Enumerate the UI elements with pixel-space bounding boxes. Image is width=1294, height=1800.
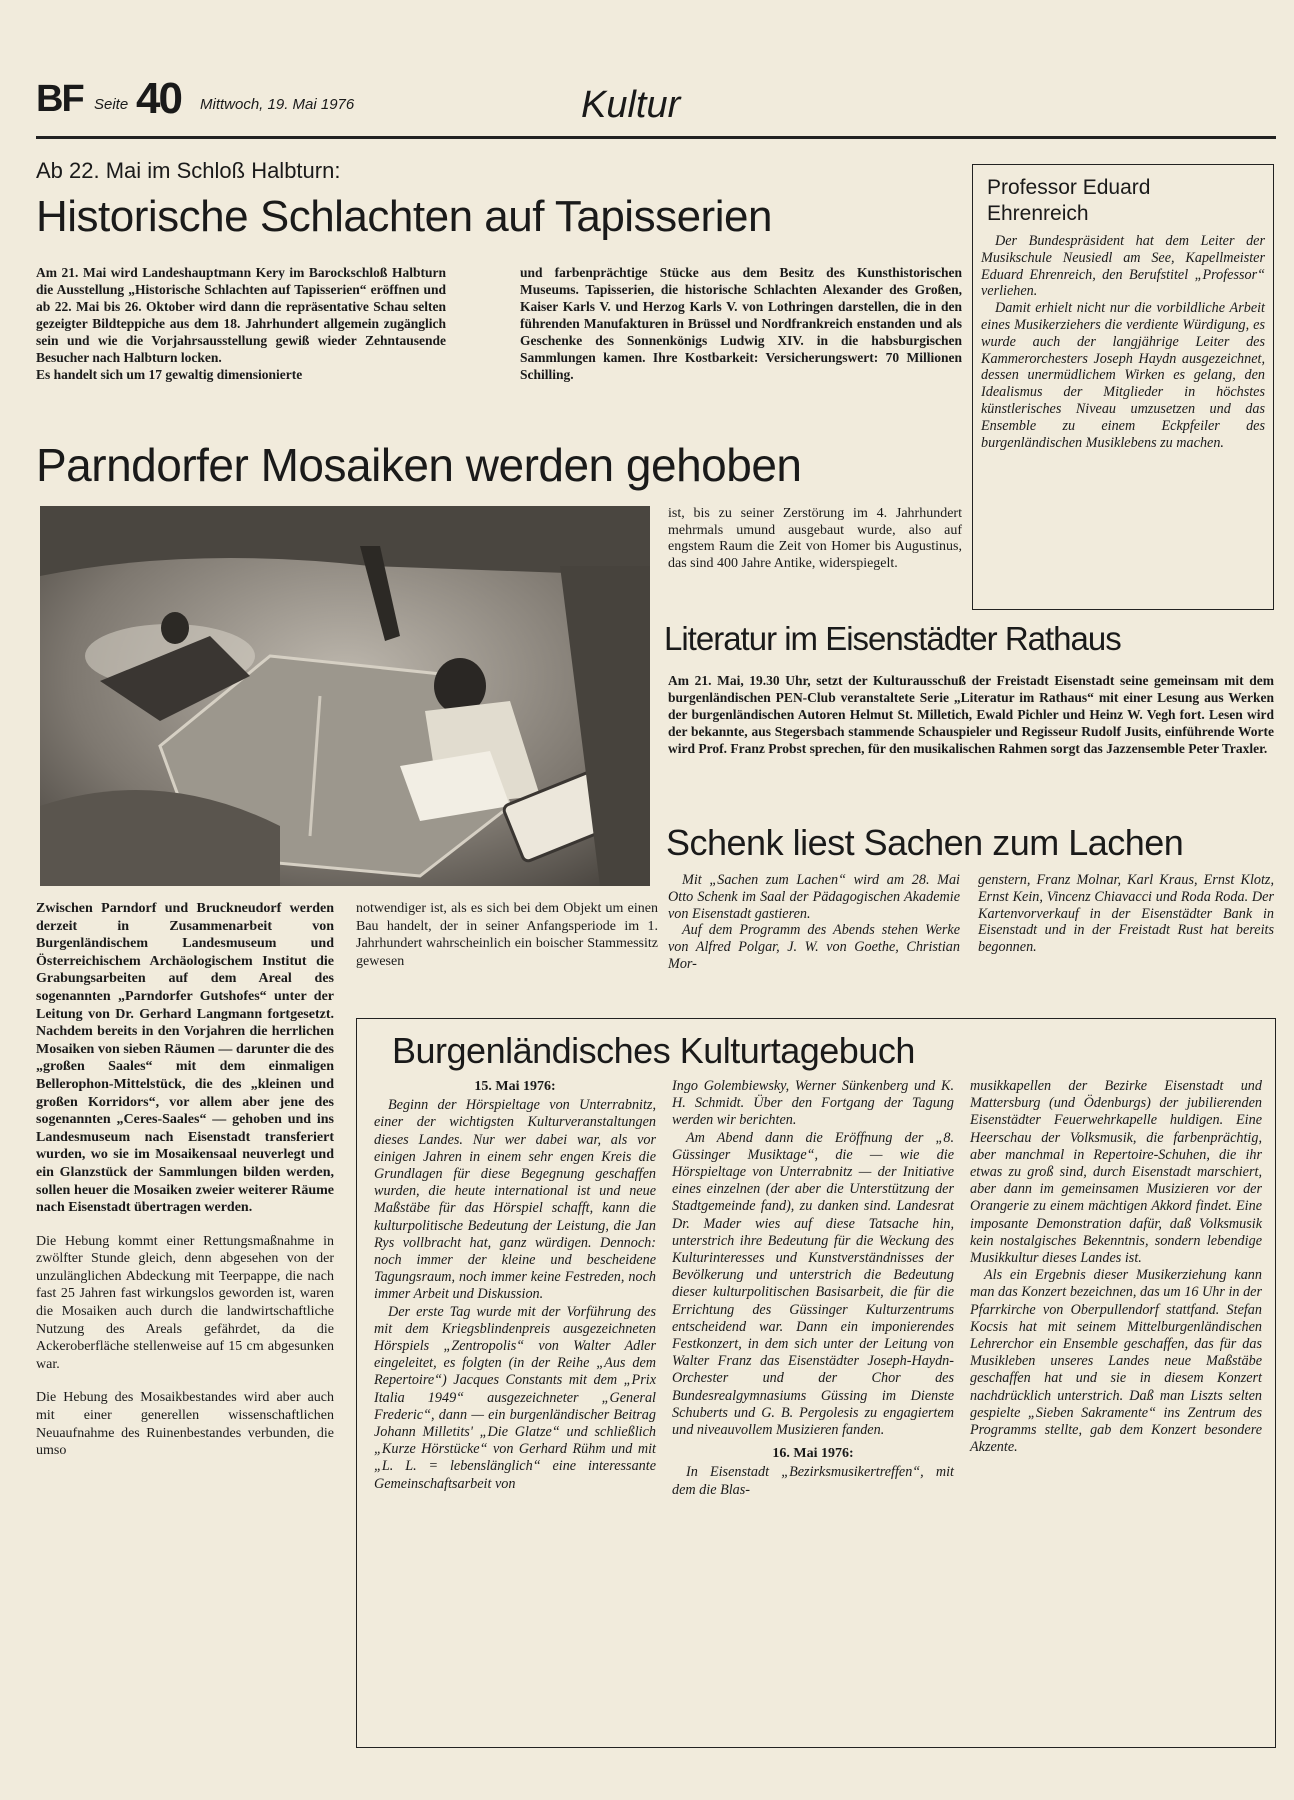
kulturtagebuch-headline: Burgenländisches Kulturtagebuch [392, 1030, 915, 1071]
professor-box [972, 164, 1274, 610]
mosaic-text-3: Die Hebung des Mosaikbestandes wird aber auch mit einer generellen wissenschaftlichen Neuaufnahme des Ruinenbestandes verbunden, die umso [36, 1390, 334, 1459]
issue-date: Mittwoch, 19. Mai 1976 [200, 96, 355, 113]
diary-text-2: Der erste Tag wurde mit der Vorführung des mit dem Kriegsblindenpreis ausgezeichneten Hörspiels „Zentropolis“ von Walter Adler eingeleitet, es folgten (in der Reihe „Aus dem Repertoire“) Jacques Constants mit dem „Prix Italia 1949“ ausgezeichneter „General Frederic“, dann — ein burgenländischer Beitrag Johann Milletits' „Die Glatze“ und schließlich „Kurze Hörstücke“ von Gerhard Rühm und mit „L. L. = lebenslänglich“ eine interessante Gemeinschaftsarbeit von [374, 1303, 656, 1492]
schenk-text-3: genstern, Franz Molnar, Karl Kraus, Ernst Klotz, Ernst Kein, Vincenz Chiavacci und Roda Roda. Der Kartenvorverkauf in der Eisenstädter Bank in Eisenstadt und in der Freistadt Rust hat bereits begonnen. [978, 872, 1274, 956]
diary-column-1 [374, 1078, 656, 1493]
mosaic-text-2: Die Hebung kommt einer Rettungsmaßnahme in zwölfter Stunde gleich, denn abgesehen von der unzulänglichen Abdeckung mit Teerpappe, die nach fast 25 Jahren fast wirkungslos geworden ist, waren die Mosaiken auch durch die landwirtschaftliche Nutzung des Areals gefährdet, da die Ackeroberfläche stellenweise auf 15 cm abgesunken war. [36, 1233, 334, 1372]
literatur-headline: Literatur im Eisenstädter Rathaus [664, 620, 1121, 657]
diary-date-2: 16. Mai 1976: [772, 1446, 854, 1462]
mosaic-text-1: Zwischen Parndorf und Bruckneudorf werden derzeit in Zusammenarbeit von Burgenländischem Landesmuseum und Österreichischem Archäologischem Institut die Grabungsarbeiten auf dem Areal des sogenannten „Parndorfer Gutshofes“ unter der Leitung von Dr. Gerhard Langmann fortgesetzt. Nachdem bereits in den Vorjahren die herrlichen Mosaiken von sieben Räumen — darunter die des „großen Saales“ mit dem einmaligen Bellerophon-Mittelstück, die des „kleinen und großen Korridors“, vor allem aber jene des sogenannten „Ceres-Saales“ — gehoben und ins Landesmuseum nach Eisenstadt transferiert wurden, wo sie im Mosaikensaal neuverlegt und ein Glanzstück der Sammlungen bilden werden, sollen heuer die Mosaiken zweier weiterer Räume nach Eisenstadt übertragen werden. [36, 901, 334, 1216]
schenk-column-2 [978, 872, 1274, 956]
professor-text-1: Der Bundespräsident hat dem Leiter der Musikschule Neusiedl am See, Kapellmeister Eduard Ehrenreich, den Berufstitel „Professor“ verliehen. [981, 233, 1265, 300]
schenk-column-1 [668, 872, 960, 973]
tapestry-text-1: Am 21. Mai wird Landeshauptmann Kery im Barockschloß Halbturn die Ausstellung „Historische Schlachten auf Tapisserien“ eröffnen und ab 22. Mai bis 26. Oktober wird dann die repräsentative Schau selten gezeigter Bildteppiche aus dem 18. Jahrhundert allgemein zugänglich sein und wie die Vorjahrsausstellung gewiß wieder Zehntausende Besucher nach Halbturn locken. [36, 265, 446, 365]
logo: BF [36, 78, 83, 120]
diary-text-4: Am Abend dann die Eröffnung der „8. Güssinger Musiktage“, die — wie die Hörspieltage von Unterrabnitz — der Initiative eines einzelnen (der aber die Unterstützung der Stadtgemeinde fand), zu danken sind. Landesrat Dr. Mader wies auf diese Tatsache hin, unterstrich ihre Bedeutung für die Weckung des Kulturinteresses und Kunstverständnisses der Bevölkerung und unterstrich die Bedeutung dieser kulturpolitischen Basisarbeit, die für die Errichtung des Güssinger Kulturzentrums entscheidend war. Dann ein imponierendes Festkonzert, in dem sich unter der Leitung von Walter Franz das Eisenstädter Joseph-Haydn-Orchester und der Chor des Bundesrealgymnasiums Güssing im Dienste Schuberts und G. B. Pergolesis zu engagiertem und niveauvollem Musizieren fanden. [672, 1129, 954, 1439]
tapestry-text-3: und farbenprächtige Stücke aus dem Besitz des Kunsthistorischen Museums. Tapisserien, die historische Schlachten Alexander des Großen, Kaiser Karls V. und Herzog Karls V. von Lothringen darstellen, die in den führenden Manufakturen in Brüssel und Nordfrankreich enstanden und als Geschenke des Sonnenkönigs Ludwig XIV. in die habsburgischen Sammlungen kamen. Ihre Kostbarkeit: Versicherungswert: 70 Millionen Schilling. [520, 265, 962, 382]
masthead-rule [36, 136, 1276, 139]
tapestry-kicker: Ab 22. Mai im Schloß Halbturn: [36, 158, 341, 183]
literatur-text: Am 21. Mai, 19.30 Uhr, setzt der Kulturausschuß der Freistadt Eisenstadt seine gemeinsam mit dem burgenländischen PEN-Club veranstaltete Serie „Literatur im Rathaus“ mit einer Lesung aus Werken der burgenländischen Autoren Helmut St. Milletich, Ewald Pichler und Heinz W. Vegh fort. Lesen wird der bekannte, aus Stegersbach stammende Schauspieler und Regisseur Rudolf Jusits, einführende Worte wird Prof. Franz Probst sprechen, für den musikalischen Rahmen sorgt das Jazzensemble Peter Traxler. [668, 673, 1274, 756]
diary-text-5: In Eisenstadt „Bezirksmusikertreffen“, mit dem die Blas- [672, 1464, 954, 1498]
tapestry-column-1 [36, 264, 446, 383]
mosaic-column-2 [356, 900, 658, 970]
schenk-text-2: Auf dem Programm des Abends stehen Werke von Alfred Polgar, J. W. von Goethe, Christian Mor- [668, 922, 960, 972]
mosaic-column-1 [36, 900, 334, 1460]
mosaic-right-of-photo [668, 506, 962, 572]
diary-text-3: Ingo Golembiewsky, Werner Sünkenberg und K. H. Schmidt. Über den Fortgang der Tagung werden wir berichten. [672, 1078, 954, 1129]
tapestry-text-2: Es handelt sich um 17 gewaltig dimensionierte [36, 367, 303, 382]
mosaic-text-right: ist, bis zu seiner Zerstörung im 4. Jahrhundert mehrmals umund ausgebaut wurde, also auf engstem Raum die Zeit von Homer bis Augustinus, das sind 400 Jahre Antike, widerspiegelt. [668, 506, 962, 571]
mosaic-headline: Parndorfer Mosaiken werden gehoben [36, 439, 802, 491]
excavation-photo [40, 506, 650, 886]
tapestry-headline: Historische Schlachten auf Tapisserien [36, 192, 772, 241]
excavation-photo-graphic [40, 506, 650, 886]
section-title: Kultur [581, 84, 681, 126]
mosaic-text-4: notwendiger ist, als es sich bei dem Objekt um einen Bau handelt, der in seiner Anfangsperiode im 1. Jahrhundert wahrscheinlich ein boischer Stammessitz gewesen [356, 901, 658, 969]
page-number: 40 [136, 74, 181, 123]
schenk-headline: Schenk liest Sachen zum Lachen [666, 822, 1184, 863]
masthead [36, 74, 1276, 134]
diary-column-2 [672, 1078, 954, 1499]
diary-date-1: 15. Mai 1976: [474, 1079, 556, 1094]
professor-headline: Professor Eduard Ehrenreich [987, 176, 1151, 225]
diary-text-7: Als ein Ergebnis dieser Musikerziehung kann man das Konzert bezeichnen, das um 16 Uhr in der Pfarrkirche von Oberpullendorf stattfand. Stefan Kocsis hat mit seinem Mittelburgenländischen Lehrerchor ein Ensemble geschaffen, das für das Musikleben unseres Landes neue Maßstäbe geschaffen hat und sie in diesem Konzert nachdrücklich unterstrich. Daß man Liszts selten gespielte „Sieben Sakramente“ ins Zentrum des Programms stellte, gab dem Konzert besondere Akzente. [970, 1267, 1262, 1456]
diary-text-6: musikkapellen der Bezirke Eisenstadt und Mattersburg (und Ödenburgs) der jubilierenden Eisenstädter Feuerwehrkapelle huldigen. Eine Heerschau der Volksmusik, die farbenprächtig, aber manchmal in Repertoire-Schuhen, die ihr etwas zu groß sind, durch Eisenstadt marschiert, aber dann im gemeinsamen Musizieren vor der Orangerie zu einem mächtigen Akkord findet. Eine imposante Demonstration dafür, daß Volksmusik kein nostalgisches Bekenntnis, sondern lebendige Musikkultur dieses Landes ist. [970, 1078, 1262, 1267]
professor-text-2: Damit erhielt nicht nur die vorbildliche Arbeit eines Musikerziehers die verdiente Würdigung, es wurde auch der langjährige Leiter des Kammerorchesters Joseph Haydn ausgezeichnet, dessen unermüdlichem Wirken es gelang, den Idealismus der Mitglieder in höchstes künstlerisches Niveau umzusetzen und das Ensemble zu einem Eckpfeiler des burgenländischen Musiklebens zu machen. [981, 300, 1265, 451]
diary-text-1: Beginn der Hörspieltage von Unterrabnitz, einer der wichtigsten Kulturveranstaltungen dieses Landes. Nur wer dabei war, als vor einigen Jahren in einem sehr engen Kreis die Grundlagen für diese Begegnung geschaffen wurden, die heute international ist und neue Maßstäbe für das Hörspiel schafft, kann die kulturpolitische Bedeutung der Leistung, die Jan Rys vollbracht hat, ganz würdigen. Dennoch: noch immer der kleine und bescheidene Tagungsraum, noch immer keine Festreden, noch immer Arbeit und Diskussion. [374, 1097, 656, 1303]
diary-column-3 [970, 1078, 1262, 1456]
schenk-text-1: Mit „Sachen zum Lachen“ wird am 28. Mai Otto Schenk im Saal der Pädagogischen Akademie von Eisenstadt gastieren. [668, 872, 960, 922]
tapestry-column-2 [520, 264, 962, 383]
page-label: Seite [94, 96, 129, 113]
literatur-body [668, 672, 1274, 757]
